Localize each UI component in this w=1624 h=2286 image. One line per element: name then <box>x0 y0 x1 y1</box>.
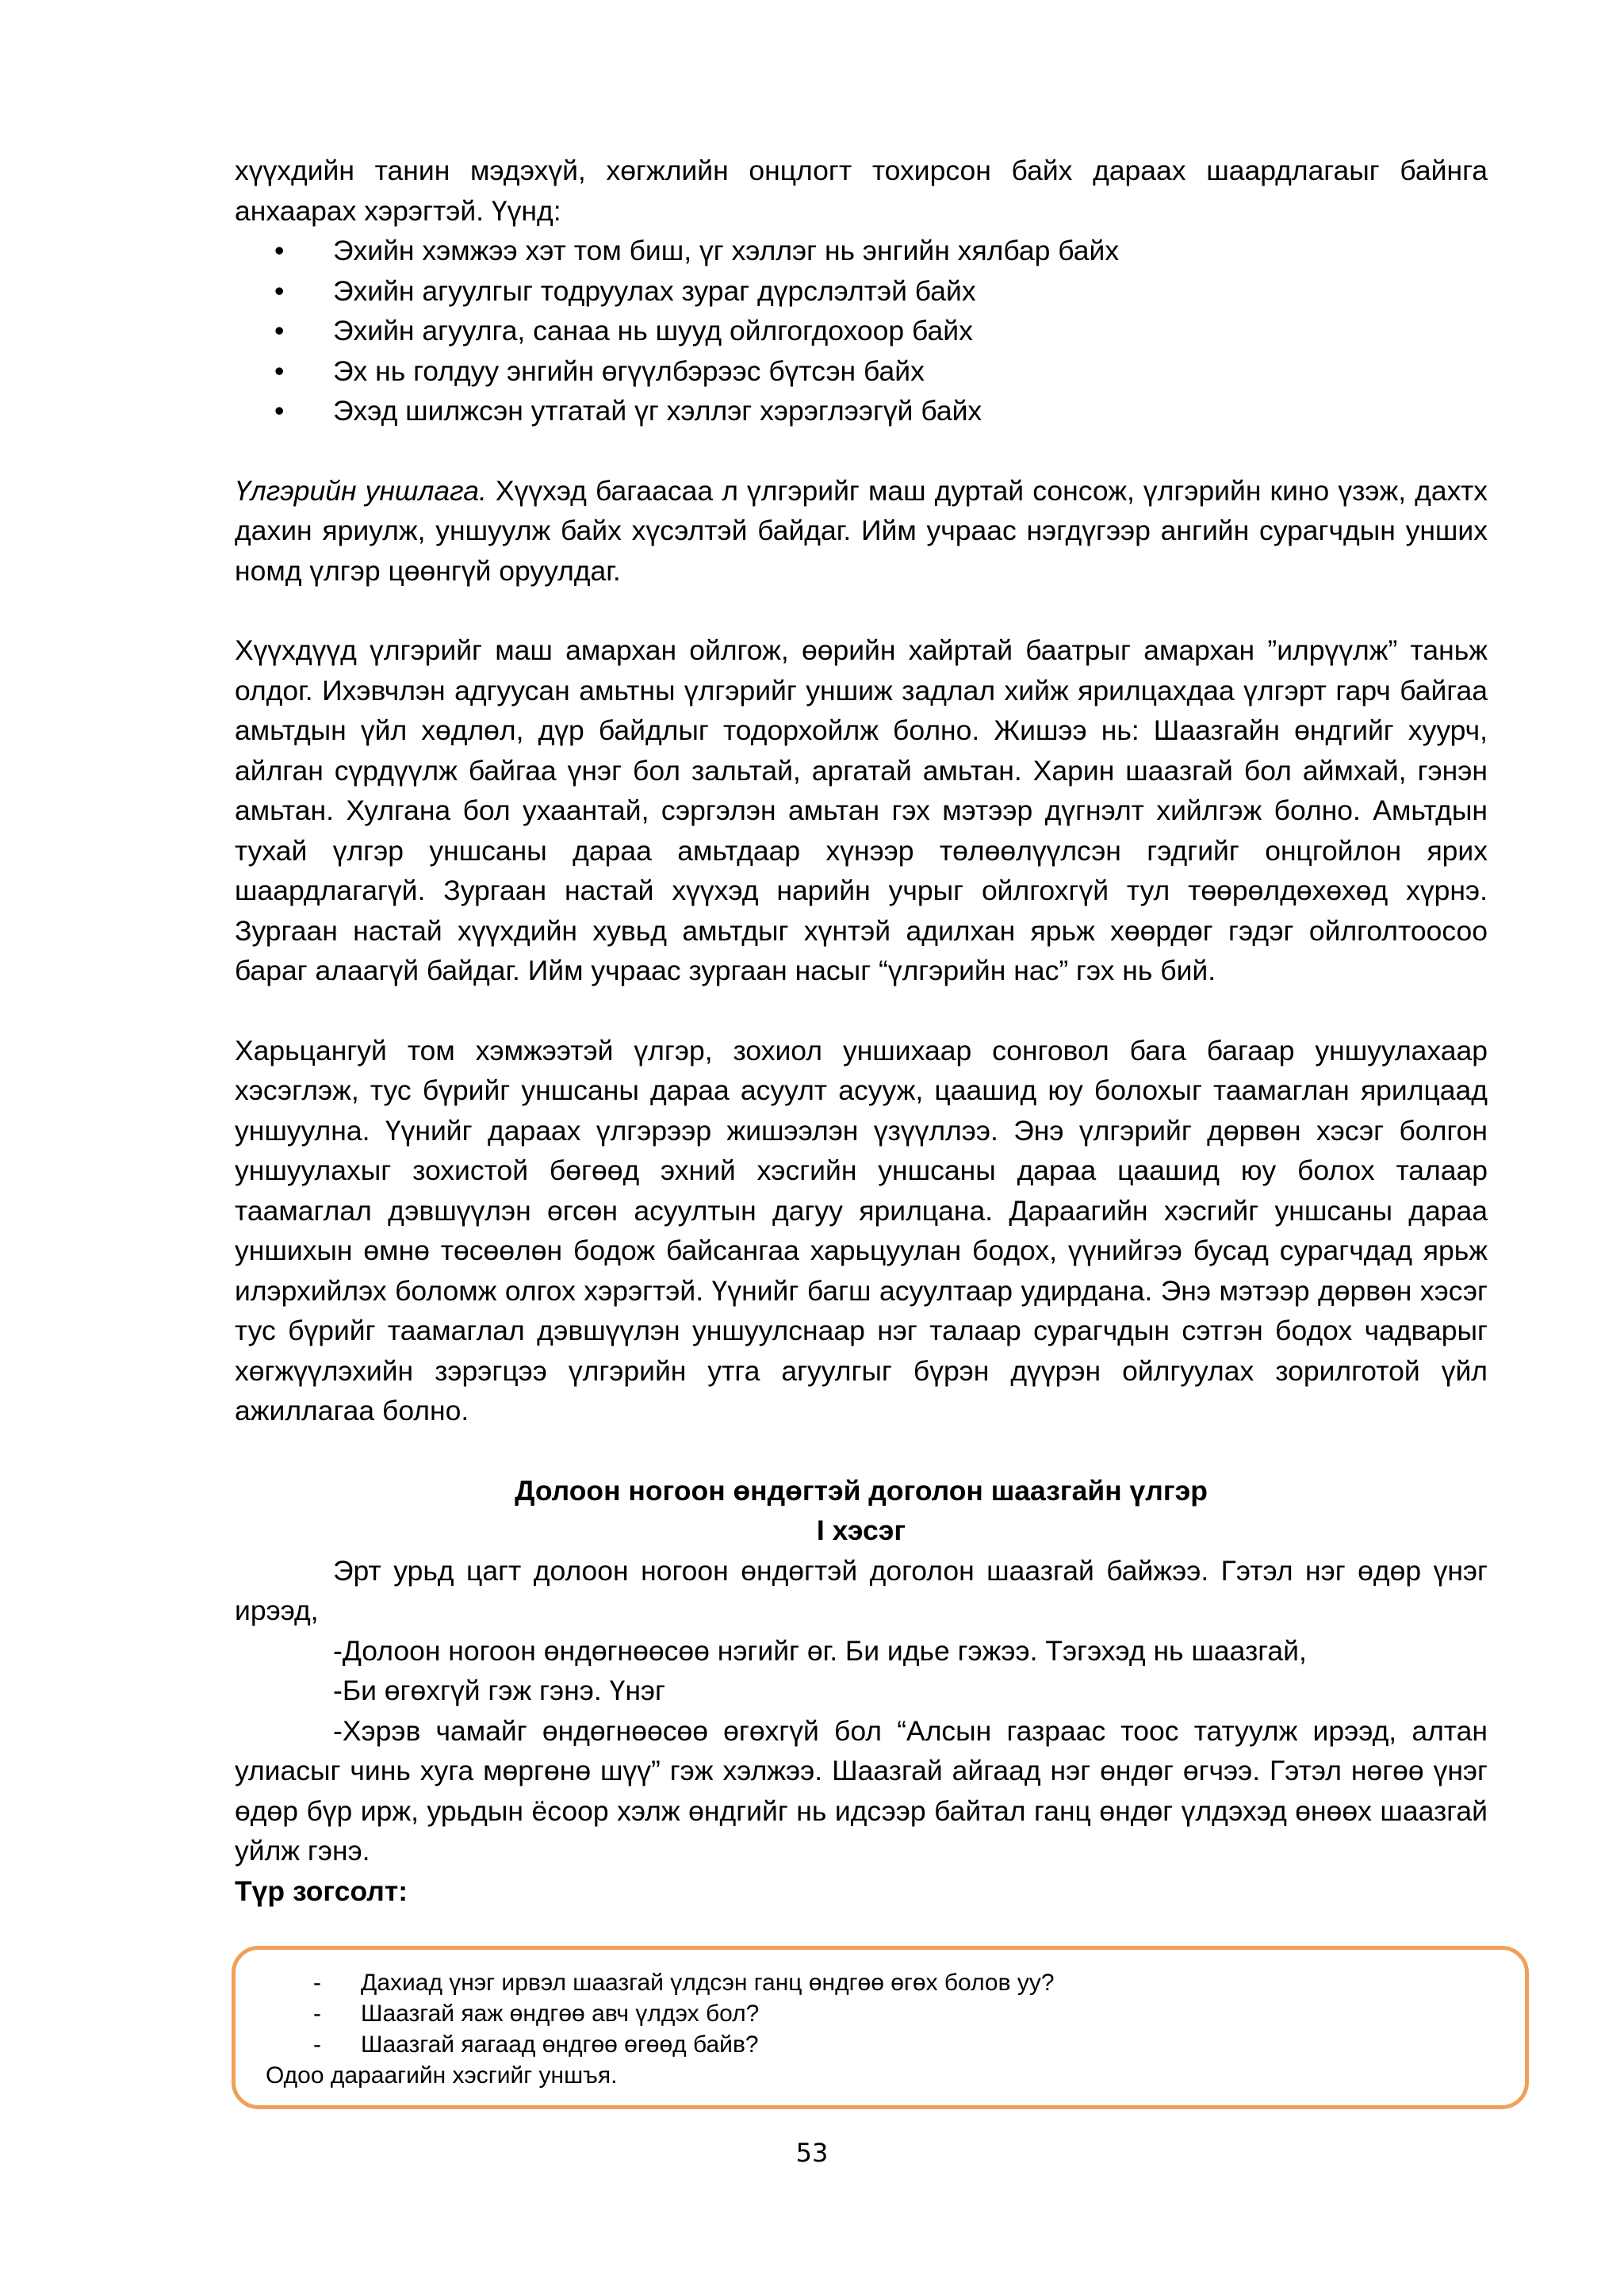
story-line: -Долоон ногоон өндөгнөөсөө нэгийг өг. Би идье гэжээ. Тэгэхэд нь шаазгай, <box>333 1634 1307 1667</box>
page-number: 53 <box>795 2138 829 2168</box>
story-line: -Хэрэв чамайг өндөгнөөсөө өгөхгүй бол “Алсын газраас тоос татуулж ирээд, алтан улиасыг чинь хуга мөргөнө шүү” гэж хэлжээ. Шаазгай айгаад нэг өндөг өгчээ. Гэтэл нөгөө үнэг өдөр бүр ирж, урьдын ёсоор хэлж өндгийг нь идсээр байтал ганц өндөг үлдэхэд өнөөх шаазгай уйлж гэнэ. <box>235 1714 1488 1867</box>
pause-heading: Түр зогсолт: <box>235 1874 408 1907</box>
box-footer-text: Одоо дараагийн хэсгийг уншъя. <box>266 2062 618 2089</box>
story-line: Эрт урьд цагт долоон ногоон өндөгтэй доголон шаазгай байжээ. Гэтэл нэг өдөр үнэг ирээд, <box>235 1554 1488 1626</box>
list-item-text: Эх нь голдуу энгийн өгүүлбэрээс бүтсэн байх <box>333 354 925 387</box>
paragraph-text: Хүүхэд багаасаа л үлгэрийг маш дуртай сонсож, үлгэрийн кино үзэж, дахтх дахин яриулж, уншуулж байх хүсэлтэй байдаг. Ийм учраас нэгдүгээр ангийн сурагчдын унших номд үлгэр цөөнгүй оруулдаг. <box>235 474 1488 587</box>
questions-list <box>266 1967 1525 2060</box>
list-item <box>235 391 1488 431</box>
story-reading-paragraph <box>235 471 1488 592</box>
dash-icon: - <box>313 2001 321 2027</box>
question-item <box>266 1998 1525 2029</box>
question-text: Шаазгай яаж өндгөө авч үлдэх бол? <box>361 2001 760 2027</box>
question-item <box>266 1967 1525 1998</box>
bullet-icon: • <box>274 395 285 427</box>
story-section-heading: I хэсэг <box>816 1514 906 1546</box>
bullet-icon: • <box>274 235 285 266</box>
question-text: Шаазгай яагаад өндгөө өгөөд байв? <box>361 2031 759 2058</box>
body-paragraph-3: Харьцангуй том хэмжээтэй үлгэр, зохиол уншихаар сонговол бага багаар уншуулахаар хэсэглэж, тус бүрийг уншсаны дараа асуулт асууж, цаашид юу болохыг таамаглан ярилцаад уншуулна. Үүнийг дараах үлгэрээр жишээлэн үзүүллээ. Энэ үлгэрийг дөрвөн хэсэг болгон уншуулахыг зохистой бөгөөд эхний хэсгийн уншсаны дараа цаашид юу болох талаар таамаглал дэвшүүлэн өгсөн асуултын дагуу ярилцана. Дараагийн хэсгийг уншсаны дараа уншихын өмнө төсөөлөн бодож байсангаа харьцуулан бодох, үүнийгээ бусад сурагчдад ярьж илэрхийлэх боломж олгох хэрэгтэй. Үүнийг багш асуултаар удирдана. Энэ мэтээр дөрвөн хэсэг тус бүрийг таамаглал дэвшүүлэн уншуулснаар нэг талаар сурагчдын сэтгэн бодох чадварыг хөгжүүлэхийн зэрэгцээ үлгэрийн утга агуулгыг бүрэн дүүрэн ойлгуулах зорилготой үйл ажиллагаа болно. <box>235 1034 1488 1426</box>
question-text: Дахиад үнэг ирвэл шаазгай үлдсэн ганц өндгөө өгөх болов уу? <box>361 1970 1055 1996</box>
dash-icon: - <box>313 2031 321 2058</box>
list-item <box>235 351 1488 392</box>
list-item-text: Эхийн агуулгыг тодруулах зураг дүрслэлтэй байх <box>333 274 976 307</box>
story-title: Долоон ногоон өндөгтэй доголон шаазгайн үлгэр <box>515 1474 1208 1507</box>
spacer <box>235 991 1488 1031</box>
requirements-list <box>235 231 1488 431</box>
bullet-icon: • <box>274 354 285 387</box>
dash-icon: - <box>313 1970 321 1996</box>
main-content <box>235 151 1488 1911</box>
question-item <box>266 2029 1525 2060</box>
spacer <box>235 431 1488 471</box>
list-item <box>235 231 1488 271</box>
list-item-text: Эхийн хэмжээ хэт том биш, үг хэллэг нь энгийн хялбар байх <box>333 235 1120 266</box>
section-title: Үлгэрийн уншлага. <box>235 474 487 507</box>
list-item <box>235 271 1488 312</box>
pause-questions-box <box>232 1946 1529 2109</box>
story-line: -Би өгөхгүй гэж гэнэ. Үнэг <box>333 1675 665 1706</box>
bullet-icon: • <box>274 315 285 347</box>
body-paragraph-2: Хүүхдүүд үлгэрийг маш амархан ойлгож, өөрийн хайртай баатрыг амархан ”илрүүлж” таньж олдог. Ихэвчлэн адгуусан амьтны үлгэрийг уншиж задлал хийж ярилцахдаа үлгэрт гарч байгаа амьтдын үйл хөдлөл, дүр байдлыг тодорхойлж болно. Жишээ нь: Шаазгайн өндгийг хуурч, айлган сүрдүүлж байгаа үнэг бол зальтай, аргатай амьтан. Харин шаазгай бол аймхай, гэнэн амьтан. Хулгана бол ухаантай, сэргэлэн амьтан гэх мэтээр дүгнэлт хийлгэж болно. Амьтдын тухай үлгэр уншсаны дараа амьтдаар хүнээр төлөөлүүлсэн гэдгийг онцгойлон ярих шаардлагагүй. Зургаан настай хүүхэд нарийн учрыг ойлгохгүй тул төөрөлдөхөхөд хүрнэ. Зургаан настай хүүхдийн хувьд амьтдыг хүнтэй адилхан ярьж хөөрдөг гэдэг ойлголтоосоо бараг алаагүй байдаг. Ийм учраас зургаан насыг “үлгэрийн нас” гэх нь бий. <box>235 634 1488 986</box>
bullet-icon: • <box>274 274 285 307</box>
intro-paragraph: хүүхдийн танин мэдэхүй, хөгжлийн онцлогт тохирсон байх дараах шаардлагаыг байнга анхаарах хэрэгтэй. Үүнд: <box>235 155 1488 227</box>
list-item <box>235 311 1488 351</box>
spacer <box>235 1431 1488 1471</box>
list-item-text: Эхэд шилжсэн утгатай үг хэллэг хэрэглээгүй байх <box>333 395 982 427</box>
spacer <box>235 591 1488 630</box>
list-item-text: Эхийн агуулга, санаа нь шууд ойлгогдохоор байх <box>333 315 973 347</box>
